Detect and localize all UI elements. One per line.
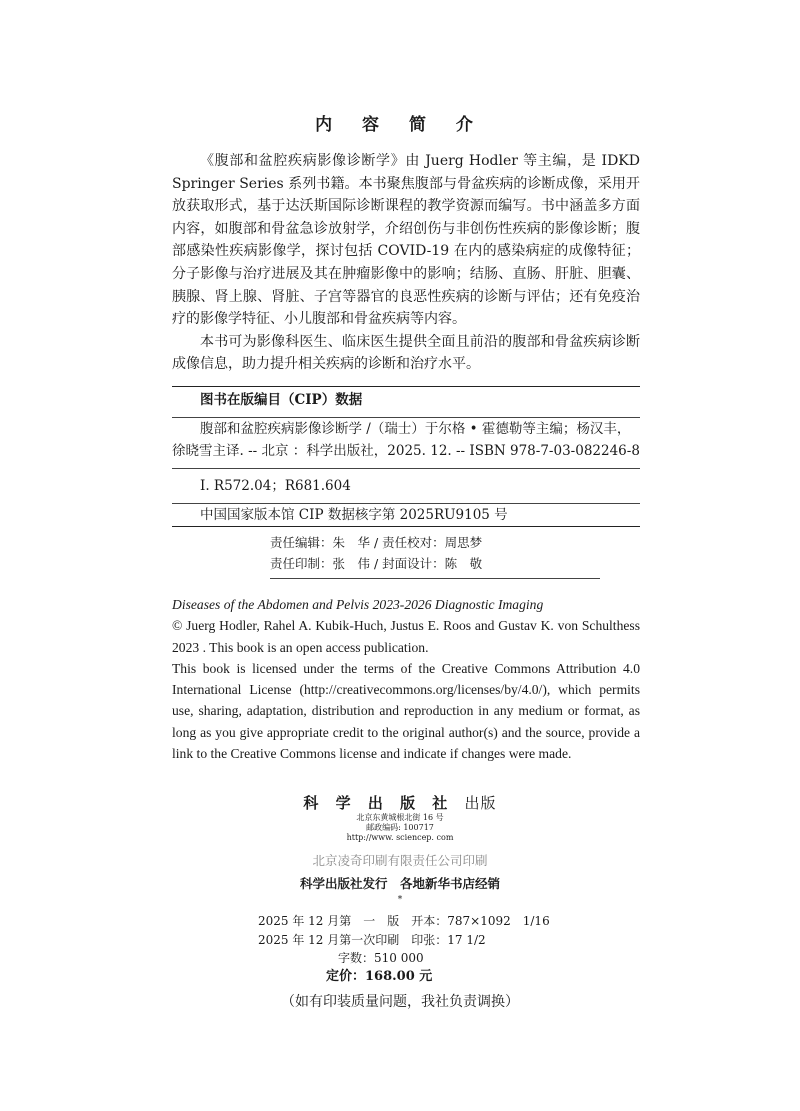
publisher-suffix: 出版 [464,794,497,812]
staff-line-2: 责任印制：张 伟 / 封面设计：陈 敬 [270,556,483,571]
english-license-text: This book is licensed under the terms of the Creative Commons Attribution 4.0 International License (http://creativecommons.org/licenses/by/4.0/), which permits use, sharing, adaptation, distribution and reproduction in any medium or format, as long as you give appropriate credit to the original author(s) and the source, provide a link to the Creative Commons license and indicate if changes were made. [172,660,640,762]
cip-data-block [172,386,640,527]
page-title: 内 容 简 介 [315,115,485,135]
printer-name: 北京凌奇印刷有限责任公司印刷 [312,853,488,868]
printing-line: 2025 年 12 月第一次印刷 印张：17 1/2 [258,932,486,947]
price: 定价：168.00 元 [326,968,433,984]
separator-mark: * [397,895,403,905]
intro-paragraph-1: 《腹部和盆腔疾病影像诊断学》由 Juerg Hodler 等主编，是 IDKD Springer Series 系列书籍。本书聚焦腹部与骨盆疾病的诊断成像，采用开放获取形式，基于达沃斯国际诊断课程的教学资源而编写。书中涵盖多方面内容，如腹部和骨盆急诊放射学，介绍创伤与非创伤性疾病的影像诊断；腹部感染性疾病影像学，探讨包括 COVID-19 在内的感染病症的成像特征；分子影像与治疗进展及其在肿瘤影像中的影响；结肠、直肠、肝脏、胆囊、胰腺、肾上腺、肾脏、子宫等器官的良恶性疾病的诊断与评估；还有免疫治疗的影像学特征、小儿腹部和骨盆疾病等内容。 [172,153,640,328]
publisher-website: http://www. sciencep. com [346,833,454,842]
publisher-address: 北京东黄城根北街 16 号 [356,813,444,822]
content-introduction [172,150,640,376]
staff-line-1: 责任编辑：朱 华 / 责任校对：周思梦 [270,535,483,550]
publisher-postcode: 邮政编码: 100717 [366,823,434,832]
publisher-name [0,792,800,813]
intro-paragraph-2: 本书可为影像科医生、临床医生提供全面且前沿的腹部和骨盆疾病诊断成像信息，助力提升相关疾病的诊断和治疗水平。 [172,333,640,373]
cip-classification: Ⅰ. R572.04；R681.604 [200,478,351,494]
edition-line: 2025 年 12 月第 一 版 开本：787×1092 1/16 [258,914,550,928]
distribution-line: 科学出版社发行 各地新华书店经销 [299,876,500,891]
cip-divider [172,468,640,469]
cip-record: 腹部和盆腔疾病影像诊断学 /（瑞士）于尔格 • 霍德勒等主编；杨汉丰，徐晓雪主译. -- 北京 ：科学出版社，2025. 12. -- ISBN 978-7-03-082246-8 [172,421,640,459]
word-count: 字数：510 000 [338,951,424,965]
english-book-title: Diseases of the Abdomen and Pelvis 2023-2026 Diagnostic Imaging [172,597,544,612]
print-specifications [258,912,578,986]
publisher-logo-text: 科 学 出 版 社 [303,794,454,812]
cip-verification-number: 中国国家版本馆 CIP 数据核字第 2025RU9105 号 [200,507,508,523]
editorial-staff [270,532,600,579]
quality-note: （如有印装质量问题，我社负责调换） [281,994,519,1010]
publisher-block [0,792,800,905]
english-copyright-line: © Juerg Hodler, Rahel A. Kubik-Huch, Justus E. Roos and Gustav K. von Schulthess 2023 . This book is an open access publication. [172,618,640,655]
english-copyright-notice [172,594,640,764]
cip-heading: 图书在版编目（CIP）数据 [200,392,363,408]
